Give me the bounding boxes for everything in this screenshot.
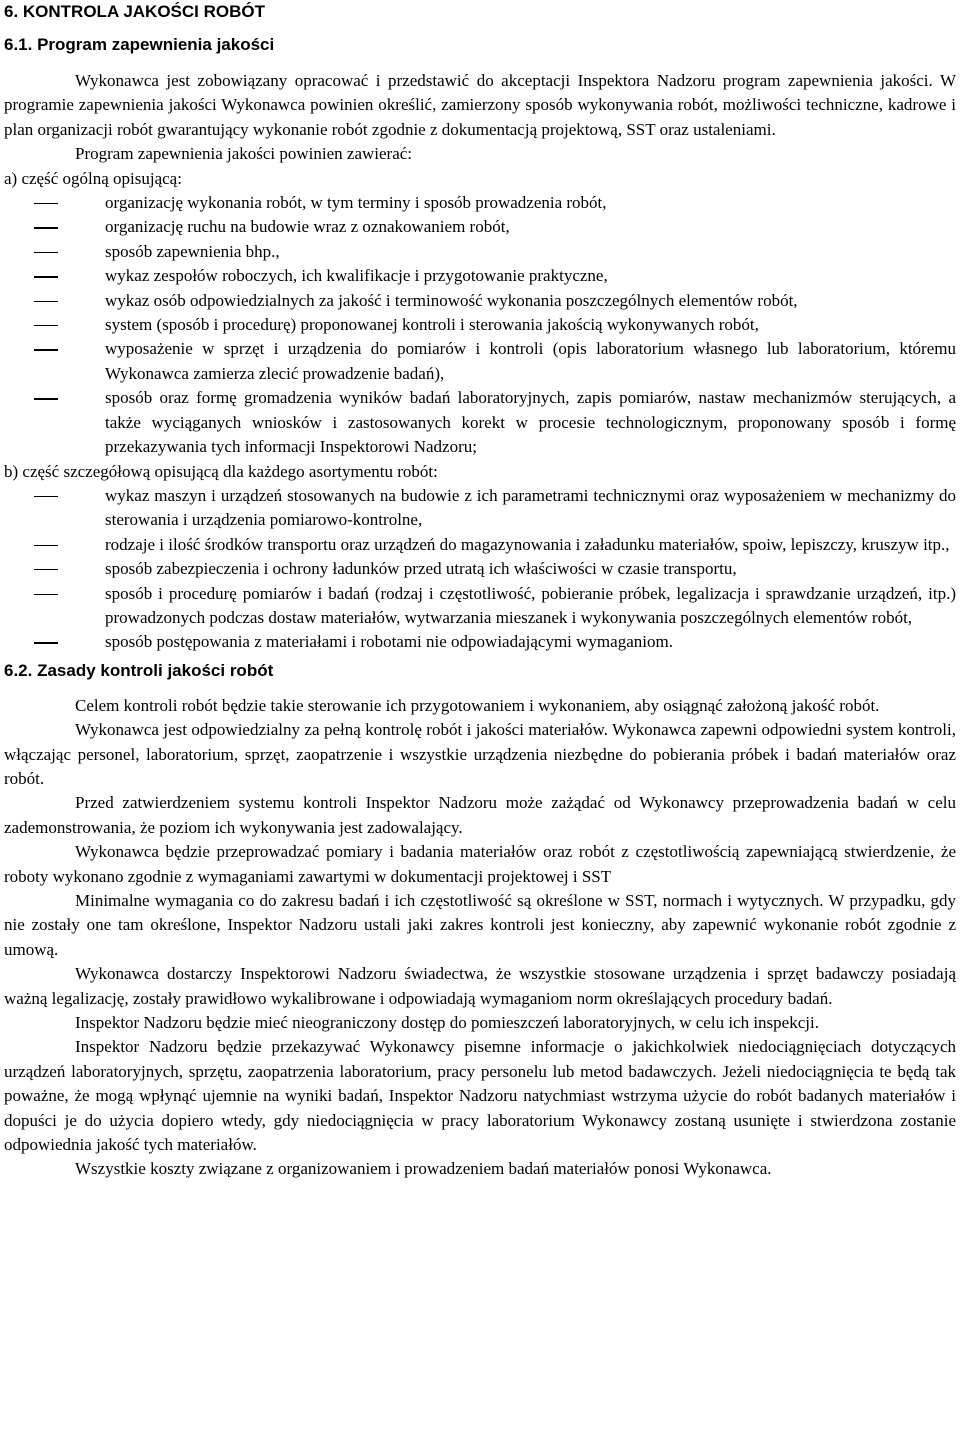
section-61-heading: 6.1. Program zapewnienia jakości xyxy=(4,35,275,54)
part-a-label: a) część ogólną opisującą: xyxy=(4,168,182,188)
section-62-paragraph: Wykonawca dostarczy Inspektorowi Nadzoru świadectwa, że wszystkie stosowane urządzenia i sprzęt badawczy posiadają ważną legalizację, zostały prawidłowo wykalibrowane i odpowiadają wymaganiom norm określających procedury badań. xyxy=(4,964,956,1008)
section-62-paragraph: Inspektor Nadzoru będzie mieć nieograniczony dostęp do pomieszczeń laboratoryjnych, w celu ich inspekcji. xyxy=(75,1013,819,1033)
list-item xyxy=(4,582,956,631)
section-62-paragraph: Wszystkie koszty związane z organizowaniem i prowadzeniem badań materiałów ponosi Wykonawca. xyxy=(75,1159,772,1179)
list-item xyxy=(4,215,956,239)
chapter-heading: 6. KONTROLA JAKOŚCI ROBÓT xyxy=(4,2,265,21)
section-61-paragraph-1: Wykonawca jest zobowiązany opracować i przedstawić do akceptacji Inspektora Nadzoru program zapewnienia jakości. W programie zapewnienia jakości Wykonawca powinien określić, zamierzony sposób wykonywania robót, możliwości techniczne, kadrowe i plan organizacji robót gwarantujący wykonanie robót zgodnie z dokumentacją projektową, SST oraz ustaleniami. xyxy=(4,71,956,139)
part-b-label: b) część szczegółową opisującą dla każdego asortymentu robót: xyxy=(4,461,438,481)
list-item xyxy=(4,630,956,654)
list-item xyxy=(4,557,956,581)
list-item-text: wyposażenie w sprzęt i urządzenia do pomiarów i kontroli (opis laboratorium własnego lub laboratorium, któremu Wykonawca zamierza zlecić prowadzenie badań), xyxy=(105,339,956,383)
list-item xyxy=(4,484,956,533)
list-item xyxy=(4,337,956,386)
list-item xyxy=(4,533,956,557)
list-item-text: system (sposób i procedurę) proponowanej kontroli i sterowania jakością wykonywanych robót, xyxy=(105,315,759,335)
section-62-paragraph: Wykonawca będzie przeprowadzać pomiary i badania materiałów oraz robót z częstotliwością zapewniającą stwierdzenie, że roboty wykonano zgodnie z wymaganiami zawartymi w dokumentacji projektowej i SST xyxy=(4,842,956,886)
section-62-heading: 6.2. Zasady kontroli jakości robót xyxy=(4,660,274,680)
part-b-list xyxy=(4,484,956,655)
list-item xyxy=(4,289,956,313)
section-61-paragraph-2: Program zapewnienia jakości powinien zawierać: xyxy=(75,144,413,164)
list-item-text: sposób zabezpieczenia i ochrony ładunków przed utratą ich właściwości w czasie transportu, xyxy=(105,559,737,579)
list-item xyxy=(4,264,956,288)
list-item-text: sposób postępowania z materiałami i robotami nie odpowiadającymi wymaganiom. xyxy=(105,632,673,652)
section-62-paragraph: Inspektor Nadzoru będzie przekazywać Wykonawcy pisemne informacje o jakichkolwiek niedociągnięciach dotyczących urządzeń laboratoryjnych, sprzętu, zaopatrzenia laboratorium, pracy personelu lub metod badawczych. Jeżeli niedociągnięcia te będą tak poważne, że mogą wpłynąć ujemnie na wyniki badań, Inspektor Nadzoru natychmiast wstrzyma użycie do robót badanych materiałów i dopuści je do użycia dopiero wtedy, gdy niedociągnięcia w pracy laboratorium Wykonawcy zostaną usunięte i stwierdzona zostanie odpowiednia jakość tych materiałów. xyxy=(4,1037,956,1155)
list-item-text: sposób zapewnienia bhp., xyxy=(105,241,280,261)
section-62-paragraph: Celem kontroli robót będzie takie sterowanie ich przygotowaniem i wykonaniem, aby osiągnąć założoną jakość robót. xyxy=(75,695,880,715)
list-item xyxy=(4,240,956,264)
list-item-text: wykaz osób odpowiedzialnych za jakość i terminowość wykonania poszczególnych elementów robót, xyxy=(105,290,798,310)
list-item-text: wykaz maszyn i urządzeń stosowanych na budowie z ich parametrami technicznymi oraz wyposażeniem w mechanizmy do sterowania i urządzenia pomiarowo-kontrolne, xyxy=(105,485,956,530)
list-item xyxy=(4,386,956,459)
list-item-text: wykaz zespołów roboczych, ich kwalifikacje i przygotowanie praktyczne, xyxy=(105,266,608,286)
document-page xyxy=(4,0,956,1182)
section-62-paragraph: Minimalne wymagania co do zakresu badań i ich częstotliwość są określone w SST, normach i wytycznych. W przypadku, gdy nie zostały one tam określone, Inspektor Nadzoru ustali jaki zakres kontroli jest konieczny, aby zapewnić wykonanie robót zgodnie z umową. xyxy=(4,891,956,959)
list-item xyxy=(4,191,956,215)
list-item-text: organizację ruchu na budowie wraz z oznakowaniem robót, xyxy=(105,217,510,237)
section-62-paragraph: Przed zatwierdzeniem systemu kontroli Inspektor Nadzoru może zażądać od Wykonawcy przeprowadzenia badań w celu zademonstrowania, że poziom ich wykonywania jest zadowalający. xyxy=(4,793,956,837)
list-item-text: sposób oraz formę gromadzenia wyników badań laboratoryjnych, zapis pomiarów, nastaw mechanizmów sterujących, a także wyciąganych wniosków i zastosowanych korekt w procesie technologicznym, proponowany sposób i formę przekazywania tych informacji Inspektorowi Nadzoru; xyxy=(105,388,956,457)
list-item-text: sposób i procedurę pomiarów i badań (rodzaj i częstotliwość, pobieranie próbek, legalizacja i sprawdzanie urządzeń, itp.) prowadzonych podczas dostaw materiałów, wytwarzania mieszanek i wykonywania poszczególnych elementów robót, xyxy=(105,583,956,627)
part-a-list xyxy=(4,191,956,459)
list-item-text: organizację wykonania robót, w tym terminy i sposób prowadzenia robót, xyxy=(105,193,607,213)
list-item xyxy=(4,313,956,337)
list-item-text: rodzaje i ilość środków transportu oraz urządzeń do magazynowania i załadunku materiałów, spoiw, lepiszczy, kruszyw itp., xyxy=(105,534,950,554)
section-62-paragraph: Wykonawca jest odpowiedzialny za pełną kontrolę robót i jakości materiałów. Wykonawca zapewni odpowiedni system kontroli, włączając personel, laboratorium, sprzęt, zaopatrzenie i wszystkie urządzenia niezbędne do pobierania próbek i badań materiałów oraz robót. xyxy=(4,720,956,788)
